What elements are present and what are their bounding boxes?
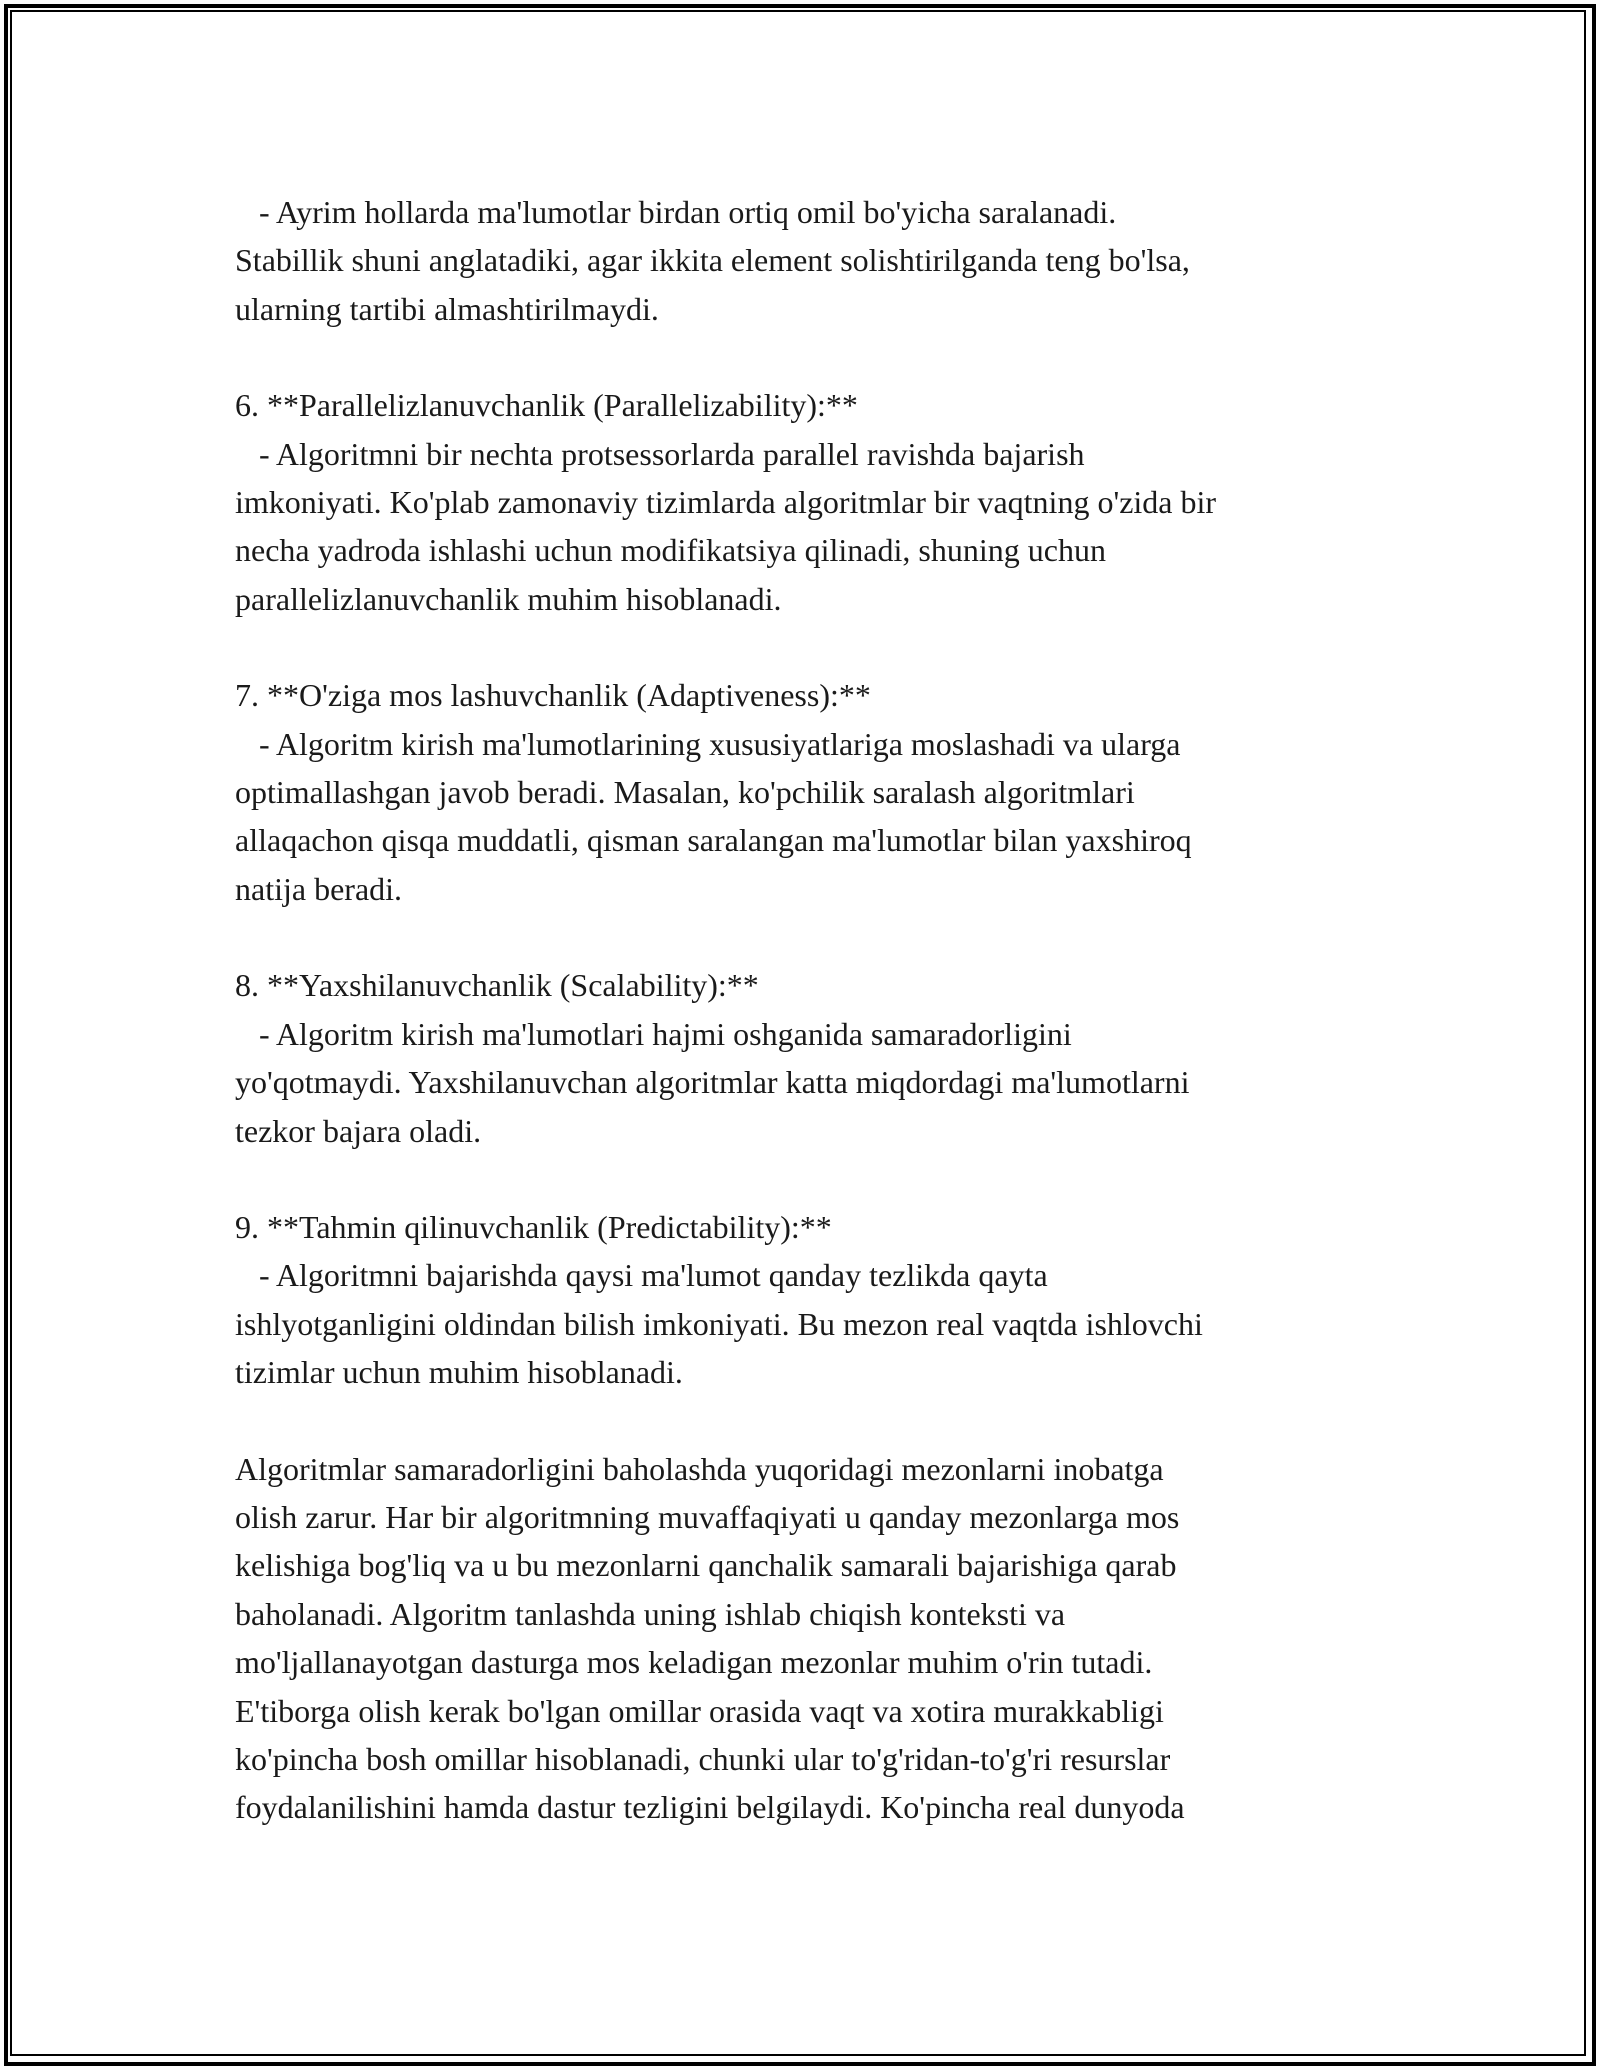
text-line: mo'ljallanayotgan dasturga mos keladigan mezonlar muhim o'rin tutadi.: [235, 1644, 1153, 1681]
text-line: - Ayrim hollarda ma'lumotlar birdan ortiq omil bo'yicha saralanadi.: [235, 194, 1117, 230]
text-line: tezkor bajara oladi.: [235, 1112, 482, 1149]
paragraph-stability-note: [235, 188, 1385, 333]
list-item-heading: 6. **Parallelizlanuvchanlik (Parallelizability):**: [235, 387, 858, 424]
text-line: baholanadi. Algoritm tanlashda uning ishlab chiqish konteksti va: [235, 1595, 1066, 1632]
paragraph-conclusion: [235, 1445, 1385, 1832]
list-item-parallelizability: [235, 381, 1385, 623]
document-body: [235, 188, 1385, 1880]
text-line: allaqachon qisqa muddatli, qisman saralangan ma'lumotlar bilan yaxshiroq: [235, 822, 1192, 859]
text-line: ishlyotganligini oldindan bilish imkoniyati. Bu mezon real vaqtda ishlovchi: [235, 1305, 1203, 1342]
text-line: natija beradi.: [235, 870, 403, 907]
list-item-scalability: [235, 961, 1385, 1155]
text-line: necha yadroda ishlashi uchun modifikatsiya qilinadi, shuning uchun: [235, 532, 1106, 569]
list-item-heading: 7. **O'ziga mos lashuvchanlik (Adaptiveness):**: [235, 677, 871, 714]
list-item-heading: 8. **Yaxshilanuvchanlik (Scalability):**: [235, 967, 759, 1004]
text-line: tizimlar uchun muhim hisoblanadi.: [235, 1354, 683, 1391]
text-line: ko'pincha bosh omillar hisoblanadi, chunki ular to'g'ridan-to'g'ri resurslar: [235, 1740, 1171, 1777]
text-line: imkoniyati. Ko'plab zamonaviy tizimlarda algoritmlar bir vaqtning o'zida bir: [235, 484, 1217, 521]
text-line: - Algoritm kirish ma'lumotlari hajmi oshganida samaradorligini: [235, 1015, 1072, 1052]
text-line: foydalanilishini hamda dastur tezligini belgilaydi. Ko'pincha real dunyoda: [235, 1789, 1185, 1826]
list-item-heading: 9. **Tahmin qilinuvchanlik (Predictability):**: [235, 1208, 832, 1245]
text-line: optimallashgan javob beradi. Masalan, ko'pchilik saralash algoritmlari: [235, 774, 1135, 811]
text-line: kelishiga bog'liq va u bu mezonlarni qanchalik samarali bajarishiga qarab: [235, 1547, 1177, 1584]
text-line: Stabillik shuni anglatadiki, agar ikkita element solishtirilganda teng bo'lsa,: [235, 242, 1190, 279]
text-line: parallelizlanuvchanlik muhim hisoblanadi.: [235, 580, 782, 617]
text-line: yo'qotmaydi. Yaxshilanuvchan algoritmlar katta miqdordagi ma'lumotlarni: [235, 1064, 1190, 1101]
text-line: - Algoritmni bir nechta protsessorlarda parallel ravishda bajarish: [235, 435, 1085, 472]
text-line: E'tiborga olish kerak bo'lgan omillar orasida vaqt va xotira murakkabligi: [235, 1692, 1164, 1729]
text-line: - Algoritm kirish ma'lumotlarining xususiyatlariga moslashadi va ularga: [235, 725, 1181, 762]
text-line: - Algoritmni bajarishda qaysi ma'lumot qanday tezlikda qayta: [235, 1257, 1048, 1294]
list-item-predictability: [235, 1203, 1385, 1397]
text-line: ularning tartibi almashtirilmaydi.: [235, 290, 659, 327]
text-line: olish zarur. Har bir algoritmning muvaffaqiyati u qanday mezonlarga mos: [235, 1498, 1180, 1535]
text-line: Algoritmlar samaradorligini baholashda yuqoridagi mezonlarni inobatga: [235, 1450, 1164, 1487]
list-item-adaptiveness: [235, 671, 1385, 913]
